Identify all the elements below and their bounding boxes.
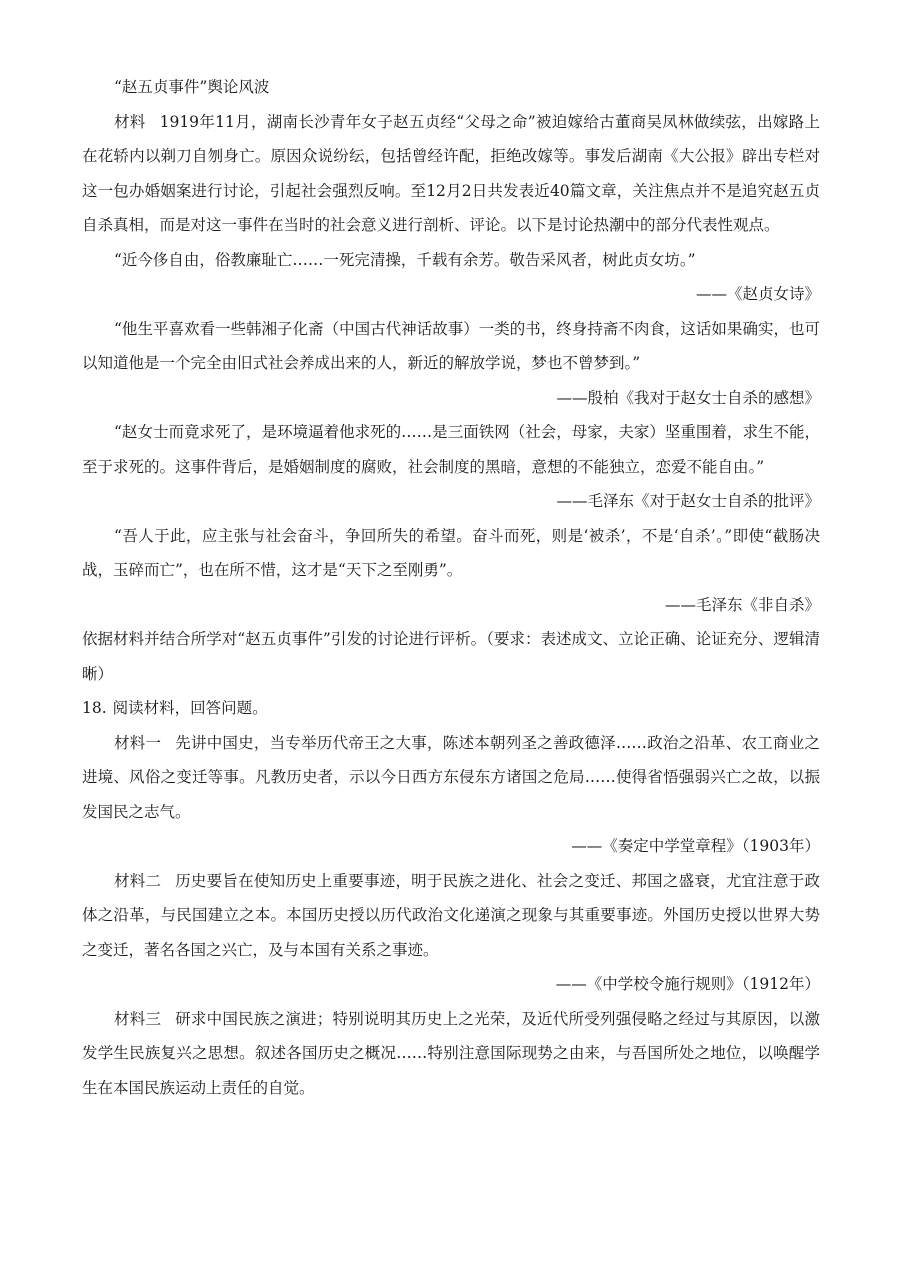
q18-material-3 <box>82 1002 820 1106</box>
q18-material-3-label: 材料三 <box>114 1009 162 1028</box>
quote-3: “赵女士而竟求死了，是环境逼着他求死的……是三面铁网（社会，母家，夫家）坚重围着，求生不能，至于求死的。这事件背后，是婚姻制度的腐败，社会制度的黑暗，意想的不能独立，恋爱不能自由。” <box>82 423 820 476</box>
q18-material-1 <box>82 726 820 830</box>
question-number: 18. <box>82 699 107 717</box>
quote-2: “他生平喜欢看一些韩湘子化斋（中国古代神话故事）一类的书，终身持斋不肉食，这话如果确实，也可以知道他是一个完全由旧式社会养成出来的人，新近的解放学说，梦也不曾梦到。” <box>82 319 820 372</box>
q18-material-1-text: 先讲中国史，当专举历代帝王之大事，陈述本朝列圣之善政德泽……政治之沿革、农工商业之进境、风俗之变迁等事。凡教历史者，示以今日西方东侵东方诸国之危局……使得省悟强弱兴亡之故，以振发国民之志气。 <box>82 733 820 821</box>
quote-2-source: ——殷柏《我对于赵女士自杀的感想》 <box>556 388 820 407</box>
q18-material-2-label: 材料二 <box>114 871 162 890</box>
question-prompt: 阅读材料，回答问题。 <box>112 699 268 717</box>
quote-3-source: ——毛泽东《对于赵女士自杀的批评》 <box>556 492 820 510</box>
q18-material-2 <box>82 864 820 968</box>
material-paragraph <box>82 105 820 243</box>
quote-1: “近今侈自由，俗教廉耻亡……一死完清操，千载有余芳。敬告采风者，树此贞女坊。” <box>114 250 696 269</box>
quote-4: “吾人于此，应主张与社会奋斗，争回所失的希望。奋斗而死，则是‘被杀’，不是‘自杀’。”即使“截肠决战，玉碎而亡”，也在所不惜，这才是“天下之至刚勇”。 <box>82 526 820 579</box>
q18-material-1-source: ——《奏定中学堂章程》（1903年） <box>571 837 820 855</box>
material-label: 材料 <box>114 112 146 131</box>
document-page <box>82 70 820 1105</box>
quote-1-source: ——《赵贞女诗》 <box>695 285 820 303</box>
instruction: 依据材料并结合所学对“赵五贞事件”引发的讨论进行评析。（要求：表述成文、立论正确、论证充分、逻辑清晰） <box>82 630 820 683</box>
q18-material-2-text: 历史要旨在使知历史上重要事迹，明于民族之进化、社会之变迁、邦国之盛衰，尤宜注意于政体之沿革，与民国建立之本。本国历史授以历代政治文化递演之现象与其重要事迹。外国历史授以世界大势之变迁，著名各国之兴亡，及与本国有关系之事迹。 <box>82 871 820 959</box>
q18-material-2-source: ——《中学校令施行规则》（1912年） <box>555 975 820 993</box>
section-title: “赵五贞事件”舆论风波 <box>114 78 270 96</box>
question-18-header <box>82 691 820 726</box>
q18-material-1-label: 材料一 <box>114 733 162 752</box>
q18-material-3-text: 研求中国民族之演进；特别说明其历史上之光荣，及近代所受列强侵略之经过与其原因，以激发学生民族复兴之思想。叙述各国历史之概况……特别注意国际现势之由来，与吾国所处之地位，以唤醒学生在本国民族运动上责任的自觉。 <box>82 1009 820 1097</box>
material-text: 1919年11月，湖南长沙青年女子赵五贞经“父母之命”被迫嫁给古董商吴凤林做续弦，出嫁路上在花轿内以剃刀自刎身亡。原因众说纷纭，包括曾经许配，拒绝改嫁等。事发后湖南《大公报》辟出专栏对这一包办婚姻案进行讨论，引起社会强烈反响。至12月2日共发表近40篇文章，关注焦点并不是追究赵五贞自杀真相，而是对这一事件在当时的社会意义进行剖析、评论。以下是讨论热潮中的部分代表性观点。 <box>82 112 820 234</box>
quote-4-source: ——毛泽东《非自杀》 <box>664 595 820 614</box>
